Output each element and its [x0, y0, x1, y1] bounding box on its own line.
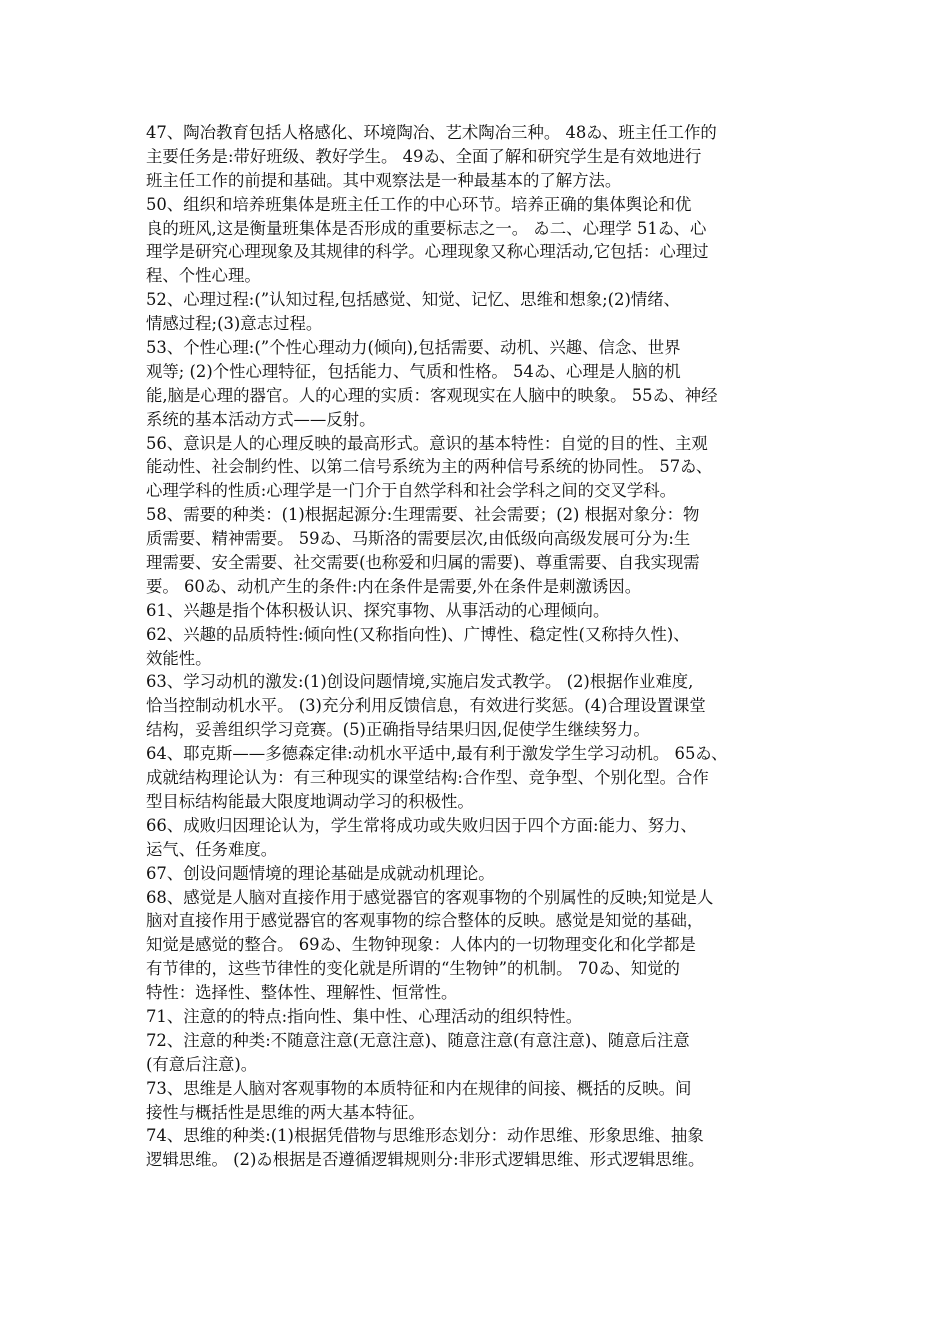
text-line: 56、意识是人的心理反映的最高形式。意识的基本特性：自觉的目的性、主观	[146, 433, 708, 453]
text-line: 62、兴趣的品质特性:倾向性(又称指向性)、广博性、稳定性(又称持久性)、	[146, 624, 690, 644]
text-line: 特性：选择性、整体性、理解性、恒常性。	[146, 983, 458, 1003]
text-line: (有意后注意)。	[146, 1054, 258, 1074]
text-line: 50、组织和培养班集体是班主任工作的中心环节。培养正确的集体舆论和优	[146, 194, 692, 214]
text-line: 情感过程;(3)意志过程。	[146, 314, 323, 334]
text-line: 型目标结构能最大限度地调动学习的积极性。	[146, 791, 474, 811]
text-line: 71、注意的的特点:指向性、集中性、心理活动的组织特性。	[146, 1006, 583, 1026]
text-line: 47、陶冶教育包括人格感化、环境陶冶、艺术陶冶三种。 48ゐ、班主任工作的	[146, 123, 717, 142]
text-line: 班主任工作的前提和基础。其中观察法是一种最基本的了解方法。	[146, 170, 622, 190]
text-line: 理需要、安全需要、社交需要(也称爱和归属的需要)、尊重需要、自我实现需	[146, 553, 700, 573]
text-line: 脑对直接作用于感觉器官的客观事物的综合整体的反映。感觉是知觉的基础，	[146, 911, 704, 931]
text-line: 观等; (2)个性心理特征，包括能力、气质和性格。 54ゐ、心理是人脑的机	[146, 361, 681, 381]
text-line: 结构，妥善组织学习竞赛。(5)正确指导结果归因,促使学生继续努力。	[146, 720, 650, 740]
text-line: 运气、任务难度。	[146, 839, 278, 859]
text-line: 系统的基本活动方式——反射。	[146, 409, 376, 429]
text-line: 68、感觉是人脑对直接作用于感觉器官的客观事物的个别属性的反映;知觉是人	[146, 887, 714, 907]
text-line: 恰当控制动机水平。 (3)充分利用反馈信息，有效进行奖惩。(4)合理设置课堂	[146, 696, 706, 716]
text-line: 质需要、精神需要。 59ゐ、马斯洛的需要层次,由低级向高级发展可分为:生	[146, 529, 691, 549]
text-line: 67、创设问题情境的理论基础是成就动机理论。	[146, 863, 495, 883]
text-line: 知觉是感觉的整合。 69ゐ、生物钟现象：人体内的一切物理变化和化学都是	[146, 935, 696, 955]
text-line: 58、需要的种类：(1)根据起源分:生理需要、社会需要；(2) 根据对象分：物	[146, 505, 700, 525]
text-line: 能,脑是心理的器官。人的心理的实质：客观现实在人脑中的映象。 55ゐ、神经	[146, 385, 718, 405]
text-line: 接性与概括性是思维的两大基本特征。	[146, 1102, 425, 1122]
text-line: 主要任务是:带好班级、教好学生。 49ゐ、全面了解和研究学生是有效地进行	[146, 146, 702, 166]
text-line: 52、心理过程:(”认知过程,包括感觉、知觉、记忆、思维和想象;(2)情绪、	[146, 290, 681, 310]
text-line: 61、兴趣是指个体积极认识、探究事物、从事活动的心理倾向。	[146, 600, 610, 620]
body-text	[146, 121, 822, 1172]
text-line: 效能性。	[146, 648, 212, 668]
text-line: 74、思维的种类:(1)根据凭借物与思维形态划分：动作思维、形象思维、抽象	[146, 1126, 704, 1146]
text-line: 心理学科的性质:心理学是一门介于自然学科和社会学科之间的交叉学科。	[146, 481, 677, 501]
text-line: 能动性、社会制约性、以第二信号系统为主的两种信号系统的协同性。 57ゐ、	[146, 457, 713, 477]
text-line: 成就结构理论认为：有三种现实的课堂结构:合作型、竞争型、个别化型。合作	[146, 768, 709, 788]
text-line: 66、成败归因理论认为，学生常将成功或失败归因于四个方面:能力、努力、	[146, 815, 697, 835]
text-line: 逻辑思维。 (2)ゐ根据是否遵循逻辑规则分:非形式逻辑思维、形式逻辑思维。	[146, 1150, 705, 1170]
text-line: 良的班风,这是衡量班集体是否形成的重要标志之一。 ゐ二、心理学 51ゐ、心	[146, 218, 707, 238]
text-line: 73、思维是人脑对客观事物的本质特征和内在规律的间接、概括的反映。间	[146, 1078, 692, 1098]
text-line: 53、个性心理:(”个性心理动力(倾向),包括需要、动机、兴趣、信念、世界	[146, 338, 681, 358]
text-line: 有节律的，这些节律性的变化就是所谓的“生物钟”的机制。 70ゐ、知觉的	[146, 959, 680, 979]
text-line: 64、耶克斯——多德森定律:动机水平适中,最有利于激发学生学习动机。 65ゐ、	[146, 744, 728, 764]
text-line: 63、学习动机的激发:(1)创设问题情境,实施启发式教学。 (2)根据作业难度,	[146, 672, 694, 692]
text-line: 要。 60ゐ、动机产生的条件:内在条件是需要,外在条件是刺激诱因。	[146, 576, 642, 596]
text-line: 72、注意的种类:不随意注意(无意注意)、随意注意(有意注意)、随意后注意	[146, 1030, 690, 1050]
text-line: 理学是研究心理现象及其规律的科学。心理现象又称心理活动,它包括：心理过	[146, 242, 709, 262]
text-line: 程、个性心理。	[146, 266, 261, 286]
